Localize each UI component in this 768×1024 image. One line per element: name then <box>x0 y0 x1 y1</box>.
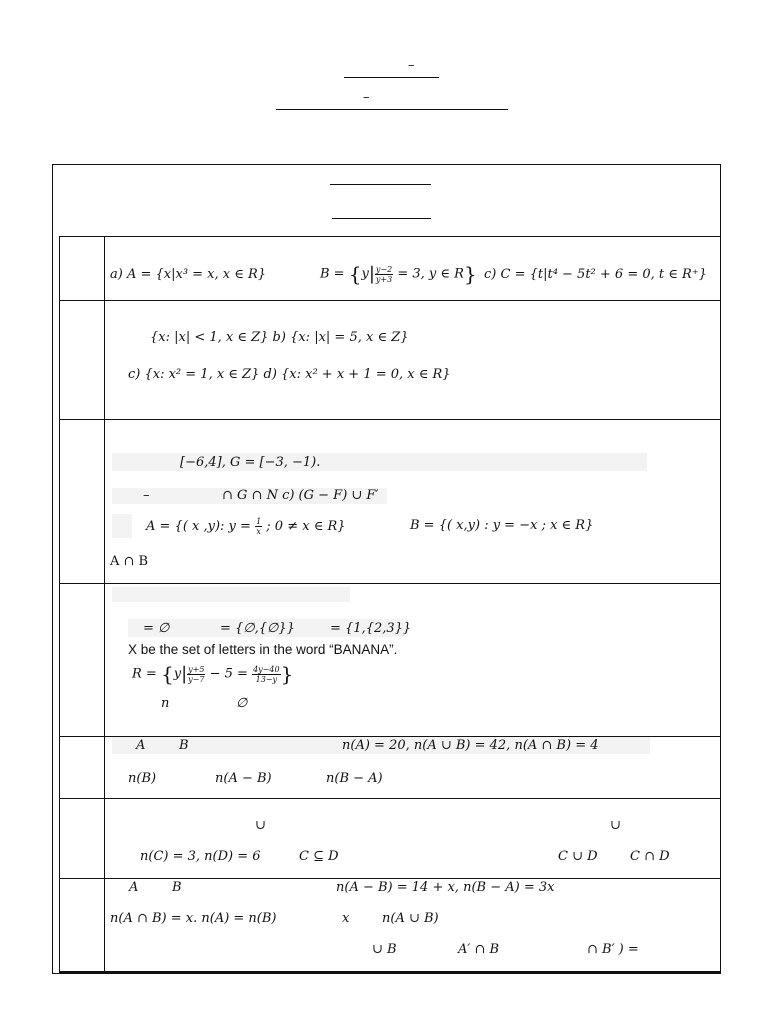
highlight-band <box>112 587 350 602</box>
box-title-underline-1 <box>330 184 431 185</box>
q7-given: n(A − B) = 14 + x, n(B − A) = 3x <box>336 880 555 895</box>
q6-subset: C ⊆ D <box>299 849 339 864</box>
q4-set-1: = ∅ <box>143 621 170 636</box>
q7-line-3-2: A′ ∩ B <box>458 942 500 957</box>
title-underline-1 <box>344 77 439 78</box>
q3-line-1: [−6,4], G = [−3, −1). <box>180 455 321 470</box>
title-underline-2 <box>276 109 508 110</box>
q2-line-2: c) {x: x² = 1, x ∈ Z} d) {x: x² + x + 1 = 0, x ∈ R} <box>128 367 451 382</box>
row-divider <box>59 878 720 879</box>
q5-nbma: n(B − A) <box>326 771 383 786</box>
q2-line-1: {x: |x| < 1, x ∈ Z} b) {x: |x| = 5, x ∈ Z} <box>150 330 409 345</box>
q3-intersection: A ∩ B <box>110 554 149 569</box>
q3-line-2: ∩ G ∩ N c) (G − F) ∪ F′ <box>222 488 379 503</box>
q5-set-a: A <box>136 738 146 753</box>
highlight-band <box>112 514 132 538</box>
q7-line-3-1: ∪ B <box>372 942 397 957</box>
q1-set-a: a) A = {x|x³ = x, x ∈ R} <box>110 267 267 282</box>
table-bottom-line <box>59 971 720 973</box>
q7-line-2: n(A ∩ B) = x. n(A) = n(B) <box>110 911 277 926</box>
number-column-divider <box>104 236 105 972</box>
q7-line-3-3: ∩ B′ ) = <box>587 942 639 957</box>
q3-line-2-dash: – <box>143 488 150 503</box>
q4-n-label: n <box>161 696 170 711</box>
q3-set-b: B = {( x,y) : y = −x ; x ∈ R} <box>410 518 594 533</box>
q7-x: x <box>342 911 350 926</box>
q1-set-b: B = {y| $\frac{y-2}{y+3}$ = 3, y ∈ R} <box>320 262 477 286</box>
q5-namb: n(A − B) <box>215 771 272 786</box>
title-mark-2: – <box>363 90 370 105</box>
q4-set-2: = {∅,{∅}} <box>220 621 295 636</box>
row-divider <box>59 798 720 799</box>
q5-given: n(A) = 20, n(A ∪ B) = 42, n(A ∩ B) = 4 <box>342 738 599 753</box>
q5-set-b: B <box>179 738 189 753</box>
q3-set-a: A = {( x ,y): y = $\frac{1}{x}$ ; 0 ≠ x ∈ R} <box>146 517 346 536</box>
row-divider <box>59 583 720 584</box>
title-mark-1: – <box>408 58 415 73</box>
q4-empty-label: ∅ <box>236 696 248 711</box>
row-divider <box>59 419 720 420</box>
q6-union-cd: C ∪ D <box>558 849 598 864</box>
box-title-underline-2 <box>332 218 431 219</box>
row-divider <box>59 300 720 301</box>
q6-union-2: ∪ <box>610 818 621 833</box>
q5-nb: n(B) <box>128 771 157 786</box>
q4-banana-text: X be the set of letters in the word “BANANA”. <box>128 642 398 657</box>
q7-union-count: n(A ∪ B) <box>382 911 439 926</box>
q7-set-a: A <box>129 880 139 895</box>
q4-set-3: = {1,{2,3}} <box>330 621 412 636</box>
q1-set-c: c) C = {t|t⁴ − 5t² + 6 = 0, t ∈ R⁺} <box>484 267 707 282</box>
q6-intersection-cd: C ∩ D <box>630 849 670 864</box>
q6-given: n(C) = 3, n(D) = 6 <box>140 849 261 864</box>
q4-set-r: R = {y| $\frac{y+5}{y-7}$ − 5 = $\frac{4y-40}{13-y}$ } <box>132 662 294 686</box>
q6-union-1: ∪ <box>255 818 266 833</box>
q7-set-b: B <box>172 880 182 895</box>
